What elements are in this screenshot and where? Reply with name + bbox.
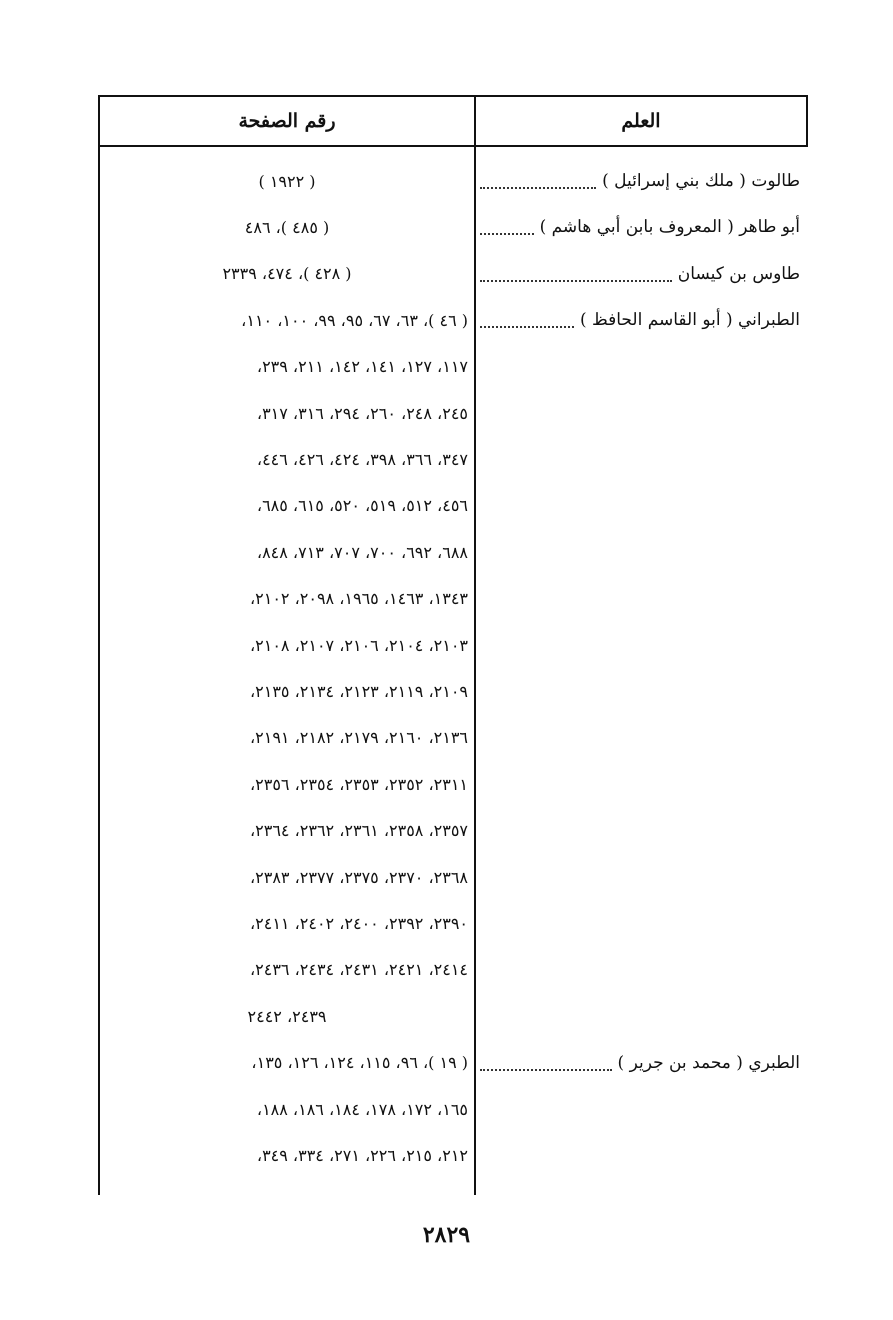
page-refs: ٢٣٩٠، ٢٣٩٢، ٢٤٠٠، ٢٤٠٢، ٢٤١١، <box>249 913 468 933</box>
name-cell <box>480 344 800 390</box>
table-row <box>98 1132 808 1178</box>
name-cell <box>480 622 800 668</box>
table-row <box>98 483 808 529</box>
name-cell <box>480 251 800 297</box>
dot-leader <box>480 187 596 189</box>
table-right-border <box>806 95 808 147</box>
page-refs: ( ٤٦ )، ٦٣، ٦٧، ٩٥، ٩٩، ١٠٠، ١١٠، <box>241 310 468 330</box>
name-cell <box>480 900 800 946</box>
dot-leader <box>480 233 534 235</box>
page-refs: ٢١٠٩، ٢١١٩، ٢١٢٣، ٢١٣٤، ٢١٣٥، <box>249 681 468 701</box>
person-name: أبو طاهر ( المعروف بابن أبي هاشم ) <box>539 217 800 238</box>
name-cell <box>480 529 800 575</box>
table-row <box>98 251 808 297</box>
table-row <box>98 993 808 1039</box>
person-name: طاوس بن كيسان <box>677 263 800 284</box>
name-cell <box>480 390 800 436</box>
table-row <box>98 808 808 854</box>
page-refs: ٤٥٦، ٥١٢، ٥١٩، ٥٢٠، ٦١٥، ٦٨٥، <box>256 496 468 516</box>
name-cell <box>480 947 800 993</box>
name-cell <box>480 761 800 807</box>
page-refs: ( ١٩٢٢ ) <box>258 171 316 191</box>
table-row <box>98 297 808 343</box>
name-cell <box>480 1040 800 1086</box>
name-cell <box>480 576 800 622</box>
page-refs: ٦٨٨، ٦٩٢، ٧٠٠، ٧٠٧، ٧١٣، ٨٤٨، <box>256 542 468 562</box>
page-refs: ٢٤٥، ٢٤٨، ٢٦٠، ٢٩٤، ٣١٦، ٣١٧، <box>256 403 468 423</box>
table-row <box>98 947 808 993</box>
page-refs: ٢١٢، ٢١٥، ٢٢٦، ٢٧١، ٣٣٤، ٣٤٩، <box>256 1145 468 1165</box>
page-refs: ٢٣٦٨، ٢٣٧٠، ٢٣٧٥، ٢٣٧٧، ٢٣٨٣، <box>249 867 468 887</box>
name-cell <box>480 204 800 250</box>
table-row <box>98 344 808 390</box>
person-name: الطبري ( محمد بن جرير ) <box>617 1052 800 1073</box>
page-refs: ( ٤٢٨ )، ٤٧٤، ٢٣٣٩ <box>222 264 352 284</box>
table-row <box>98 668 808 714</box>
page-refs: ٣٤٧، ٣٦٦، ٣٩٨، ٤٢٤، ٤٢٦، ٤٤٦، <box>256 449 468 469</box>
header-divider <box>98 145 808 147</box>
person-name: الطبراني ( أبو القاسم الحافظ ) <box>579 310 800 331</box>
name-cell <box>480 993 800 1039</box>
table-row <box>98 900 808 946</box>
page-refs: ١١٧، ١٢٧، ١٤١، ١٤٢، ٢١١، ٢٣٩، <box>256 357 468 377</box>
table-row <box>98 529 808 575</box>
table-row <box>98 1040 808 1086</box>
table-row <box>98 622 808 668</box>
page-refs: ( ١٩ )، ٩٦، ١١٥، ١٢٤، ١٢٦، ١٣٥، <box>251 1053 468 1073</box>
page-refs: ( ٤٨٥ )، ٤٨٦ <box>244 217 330 237</box>
page-refs: ٢١٠٣، ٢١٠٤، ٢١٠٦، ٢١٠٧، ٢١٠٨، <box>249 635 468 655</box>
page-refs: ١٣٤٣، ١٤٦٣، ١٩٦٥، ٢٠٩٨، ٢١٠٢، <box>249 589 468 609</box>
page-refs: ٢٣٥٧، ٢٣٥٨، ٢٣٦١، ٢٣٦٢، ٢٣٦٤، <box>249 821 468 841</box>
dot-leader <box>480 1069 612 1071</box>
name-cell <box>480 715 800 761</box>
name-cell <box>480 158 800 204</box>
header-pages: رقم الصفحة <box>238 110 336 132</box>
page-refs: ٢١٣٦، ٢١٦٠، ٢١٧٩، ٢١٨٢، ٢١٩١، <box>249 728 468 748</box>
table-row <box>98 761 808 807</box>
name-cell <box>480 668 800 714</box>
table-row <box>98 576 808 622</box>
name-cell <box>480 854 800 900</box>
person-name: طالوت ( ملك بني إسرائيل ) <box>602 171 800 191</box>
page-number: ٢٨٢٩ <box>422 1222 471 1248</box>
table-row <box>98 1086 808 1132</box>
table-row <box>98 715 808 761</box>
name-cell <box>480 808 800 854</box>
name-cell <box>480 1086 800 1132</box>
page-refs: ١٦٥، ١٧٢، ١٧٨، ١٨٤، ١٨٦، ١٨٨، <box>256 1099 468 1119</box>
dot-leader <box>480 326 574 328</box>
page-refs: ٢٣١١، ٢٣٥٢، ٢٣٥٣، ٢٣٥٤، ٢٣٥٦، <box>249 774 468 794</box>
page-refs: ٢٤١٤، ٢٤٢١، ٢٤٣١، ٢٤٣٤، ٢٤٣٦، <box>249 960 468 980</box>
header-name: العلم <box>621 110 661 132</box>
table-row <box>98 158 808 204</box>
table-row <box>98 390 808 436</box>
table-row <box>98 854 808 900</box>
name-cell <box>480 483 800 529</box>
table-row <box>98 436 808 482</box>
name-cell <box>480 1132 800 1178</box>
dot-leader <box>480 280 672 282</box>
table-row <box>98 204 808 250</box>
name-cell <box>480 297 800 343</box>
name-cell <box>480 436 800 482</box>
page-refs: ٢٤٣٩، ٢٤٤٢ <box>247 1006 327 1026</box>
